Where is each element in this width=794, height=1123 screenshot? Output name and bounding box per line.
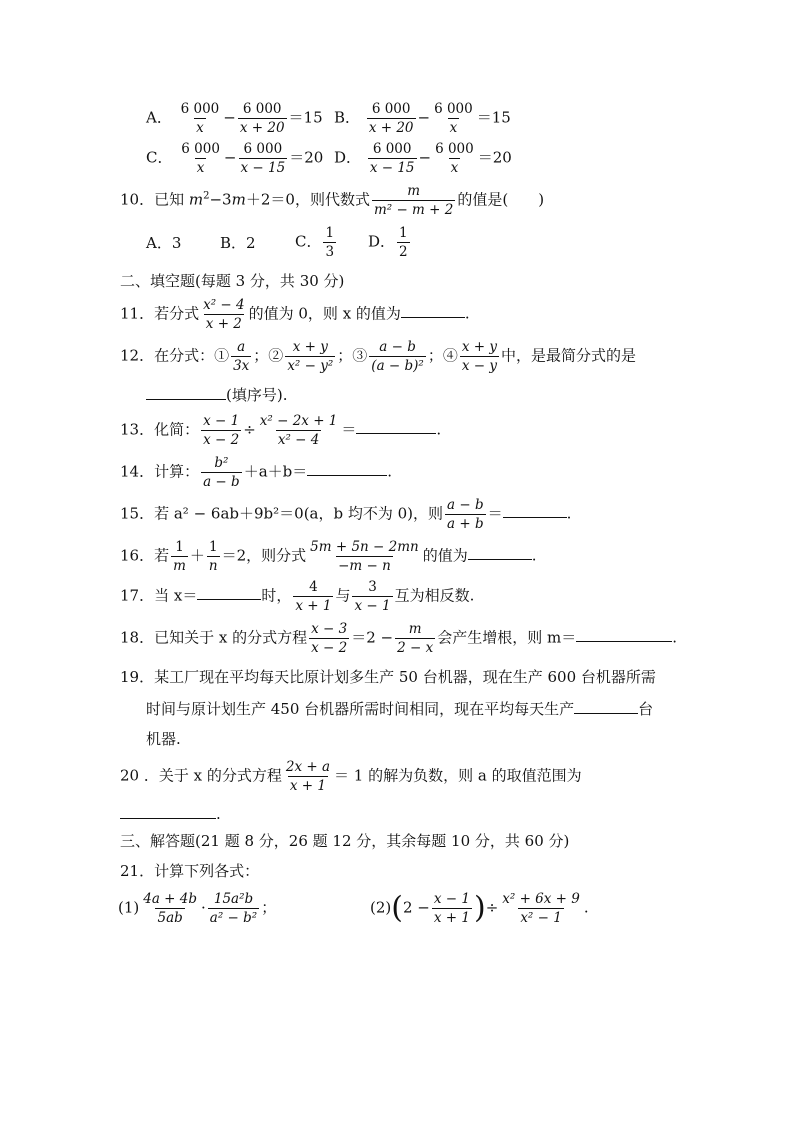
- q10-option-b[interactable]: B．2: [220, 233, 256, 252]
- q9-options-row-cd: [0, 138, 794, 178]
- q15: 15．若 a² − 6ab＋9b²＝0(a，b 均不为 0)，则 $\frac{a - b}{a + b}$ ＝ .: [120, 496, 572, 532]
- q10-condition: m: [188, 190, 204, 208]
- fraction: $\frac{4a + 4b}{5ab}$: [143, 890, 198, 926]
- q10-option-c[interactable]: C． $\frac{1}{3}$: [295, 224, 335, 260]
- answer-blank[interactable]: [307, 459, 387, 476]
- q12-line-2: (填序号).: [0, 374, 794, 414]
- q9-option-d[interactable]: D． $\frac{6 000}{x - 15}$ − $\frac{6 000}{x}$ ＝20: [334, 140, 512, 176]
- fraction: $\frac{x - 1}{x + 1}$: [433, 890, 470, 926]
- answer-blank[interactable]: [401, 301, 465, 318]
- fraction: $\frac{1}{2}$: [399, 224, 408, 260]
- fraction: $\frac{1}{m}$: [173, 538, 186, 574]
- fraction: $\frac{a}{3x}$: [233, 338, 250, 374]
- fraction: $\frac{m}{2 - x}$: [397, 620, 434, 656]
- section-3-heading: 三、解答题(21 题 8 分，26 题 12 分，其余每题 10 分，共 60 分): [120, 831, 570, 850]
- fraction: $\frac{\text{b²}}{a - b}$: [203, 454, 240, 490]
- answer-blank[interactable]: [120, 802, 216, 819]
- answer-blank[interactable]: [503, 501, 567, 518]
- fraction: $\frac{2x + a}{x + 1}$: [285, 758, 331, 794]
- q21-part-2: (2)(2 − $\frac{x - 1}{x + 1}$ )÷ $\frac{\text{x² + 6x + 9}}{\text{x² − 1}}$ .: [370, 890, 589, 926]
- answer-blank[interactable]: [576, 625, 672, 642]
- fraction: $\frac{6 000}{x + 20}$: [239, 100, 285, 136]
- q9-option-a[interactable]: A． $\frac{6 000}{x}$ − $\frac{6 000}{x + 20}$ ＝15: [146, 100, 323, 136]
- fraction: $\frac{\text{x² + 6x + 9}}{\text{x² − 1}}$: [502, 890, 580, 926]
- fraction: $\frac{6 000}{x}$: [180, 100, 220, 136]
- q17: 17．当 x＝ 时， $\frac{4}{x + 1}$ 与 $\frac{3}{x - 1}$ 互为相反数.: [120, 578, 475, 614]
- fraction: $\frac{a - b}{\text{(a − b)²}}$: [371, 338, 424, 374]
- q16: 16．若 $\frac{1}{m}$ ＋ $\frac{1}{n}$ ＝2，则分式 $\frac{5m + 5n - 2mn}{-m - n}$ 的值为 .: [120, 538, 537, 574]
- fraction: $\frac{6 000}{x - 15}$: [369, 140, 415, 176]
- fraction: $\frac{6 000}{x + 20}$: [368, 100, 414, 136]
- q12-line-1: 12．在分式：① $\frac{a}{3x}$ ；② $\frac{x + y}{\text{x² − y²}}$ ；③ $\frac{a - b}{\text{(a − b)²}}$ ；④ $\frac{x + y}{x - y}$ 中，是最简分式的是: [120, 338, 636, 374]
- q9-option-c[interactable]: C． $\frac{6 000}{x}$ − $\frac{6 000}{x - 15}$ ＝20: [146, 140, 324, 176]
- q10-stem: 10．已知 $m^2-3m+2=0$，则代数式 $\frac{m}{\text{m² − m + 2}}$ 的值是( ): [120, 182, 545, 218]
- fraction: $\frac{\text{x² − 4}}{x + 2}$: [203, 296, 245, 332]
- q21-parts: [0, 888, 794, 928]
- answer-blank[interactable]: [574, 697, 638, 714]
- fraction: $\frac{\text{15a²b}}{\text{a² − b²}}$: [209, 890, 258, 926]
- section-2-heading: 二、填空题(每题 3 分，共 30 分): [120, 271, 345, 290]
- q14: 14．计算： $\frac{\text{b²}}{a - b}$ ＋a＋b＝ .: [120, 454, 393, 490]
- fraction: $\frac{x - 1}{x - 2}$: [203, 412, 240, 448]
- answer-blank[interactable]: [356, 417, 436, 434]
- fraction: $\frac{x + y}{x - y}$: [461, 338, 497, 374]
- answer-blank[interactable]: [197, 583, 261, 600]
- fraction: $\frac{6 000}{x}$: [181, 140, 220, 176]
- q21-part-1: (1) $\frac{4a + 4b}{5ab}$ · $\frac{\text{15a²b}}{\text{a² − b²}}$ ；: [118, 890, 277, 926]
- fraction: $\frac{6 000}{x}$: [434, 100, 473, 136]
- fraction: $\frac{\text{x² − 2x + 1}}{\text{x² − 4}}$: [259, 412, 338, 448]
- q13: 13．化简： $\frac{x - 1}{x - 2}$ ÷ $\frac{\text{x² − 2x + 1}}{\text{x² − 4}}$ ＝ .: [120, 412, 442, 448]
- fraction: $\frac{6 000}{x}$: [435, 140, 474, 176]
- q21-title: 21．计算下列各式：: [120, 861, 260, 880]
- q19-line-2: 时间与原计划生产 450 台机器所需时间相同，现在平均每天生产 台: [0, 688, 794, 728]
- fraction: $\frac{m}{\text{m² − m + 2}}$: [373, 182, 454, 218]
- q18: 18．已知关于 x 的分式方程 $\frac{x - 3}{x - 2}$ ＝2 − $\frac{m}{2 - x}$ 会产生增根，则 m＝ .: [120, 620, 677, 656]
- fraction: $\frac{5m + 5n - 2mn}{-m - n}$: [310, 538, 419, 574]
- fraction: $\frac{6 000}{x - 15}$: [240, 140, 286, 176]
- q19-line-1: 19．某工厂现在平均每天比原计划多生产 50 台机器，现在生产 600 台机器所需: [120, 667, 656, 686]
- fraction: $\frac{x - 3}{x - 2}$: [311, 620, 348, 656]
- q9-options-row-ab: [0, 98, 794, 138]
- q20-line-2: .: [0, 792, 794, 832]
- answer-blank[interactable]: [146, 383, 226, 400]
- fraction: $\frac{1}{n}$: [208, 538, 218, 574]
- fraction: $\frac{3}{x - 1}$: [354, 578, 391, 614]
- q11: 11．若分式 $\frac{\text{x² − 4}}{x + 2}$ 的值为 0，则 x 的值为 .: [120, 296, 470, 332]
- q10-option-d[interactable]: D． $\frac{1}{2}$: [368, 224, 408, 260]
- fraction: $\frac{x + y}{\text{x² − y²}}$: [287, 338, 334, 374]
- answer-blank[interactable]: [468, 543, 532, 560]
- fraction: $\frac{4}{x + 1}$: [295, 578, 332, 614]
- q10-option-a[interactable]: A．3: [146, 233, 182, 252]
- q10-options: [0, 222, 794, 262]
- q9-option-b[interactable]: B． $\frac{6 000}{x + 20}$ − $\frac{6 000}{x}$ ＝15: [334, 100, 511, 136]
- q20-line-1: 20 ．关于 x 的分式方程 $\frac{2x + a}{x + 1}$ ＝ 1 的解为负数，则 a 的取值范围为: [120, 758, 582, 794]
- fraction: $\frac{a - b}{a + b}$: [447, 496, 484, 532]
- fraction: $\frac{1}{3}$: [325, 224, 335, 260]
- q19-line-3: 机器.: [146, 729, 181, 748]
